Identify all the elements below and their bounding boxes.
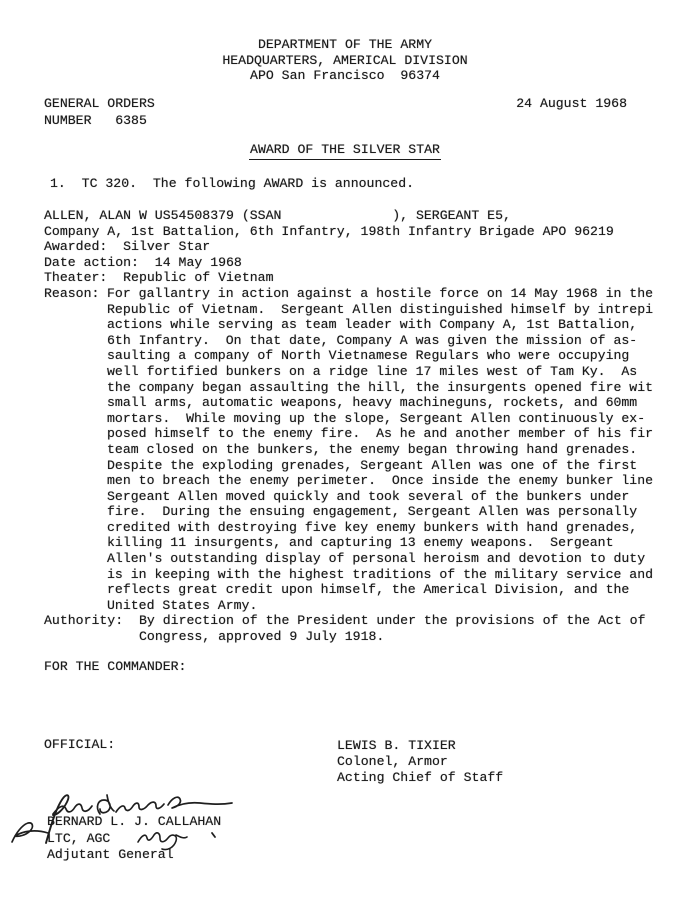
authority-line: By direction of the President under the provisions of the Act of <box>139 613 646 629</box>
reason-line: 6th Infantry. On that date, Company A was given the mission of as- <box>107 332 638 348</box>
reason-line: Sergeant Allen moved quickly and took several of the bunkers under <box>107 488 630 504</box>
recipient-line-1: ALLEN, ALAN W US54508379 (SSAN ), SERGEANT E5, <box>44 208 511 223</box>
signature-block-left <box>47 814 221 864</box>
field-date-action: Date action: 14 May 1968 <box>44 254 242 270</box>
announcement-line: 1. TC 320. The following AWARD is announced. <box>50 176 415 191</box>
reason-line: men to breach the enemy perimeter. Once inside the enemy bunker line <box>107 473 654 489</box>
for-the-commander-line: FOR THE COMMANDER: <box>44 659 187 674</box>
reason-line: mortars. While moving up the slope, Sergeant Allen continuously ex- <box>107 410 646 426</box>
signer-name: LEWIS B. TIXIER <box>337 738 456 753</box>
recipient-line-2: Company A, 1st Battalion, 6th Infantry, 198th Infantry Brigade APO 96219 <box>44 223 614 239</box>
field-authority <box>44 613 692 644</box>
order-date: 24 August 1968 <box>516 96 627 111</box>
reason-line: fire. During the ensuing engagement, Sergeant Allen was personally <box>107 504 638 520</box>
order-number: NUMBER 6385 <box>44 113 147 129</box>
reason-line: credited with destroying five key enemy bunkers with hand grenades, <box>107 519 638 535</box>
reason-line: For gallantry in action against a hostile force on 14 May 1968 in the <box>107 285 654 301</box>
reason-line: posed himself to the enemy fire. As he and another member of his fir <box>107 426 654 442</box>
signer-rank: Colonel, Armor <box>337 754 448 770</box>
official-label: OFFICIAL: <box>44 737 116 752</box>
document-title <box>0 142 690 160</box>
reason-line: small arms, automatic weapons, heavy machineguns, rockets, and 60mm <box>107 395 638 411</box>
reason-line: team closed on the bunkers, the enemy began throwing hand grenades. <box>107 441 638 457</box>
document-title-text: AWARD OF THE SILVER STAR <box>249 142 441 160</box>
letterhead-apo: APO San Francisco 96374 <box>250 68 440 84</box>
letterhead <box>0 37 690 84</box>
field-theater: Theater: Republic of Vietnam <box>44 270 274 286</box>
reason-line: United States Army. <box>107 597 258 613</box>
reason-line: the company began assaulting the hill, the insurgents opened fire wit <box>107 379 654 395</box>
reason-text <box>107 286 653 613</box>
signer-rank: LTC, AGC <box>47 830 111 846</box>
signer-title: Adjutant General <box>47 847 174 863</box>
field-reason <box>44 286 692 613</box>
letterhead-department: DEPARTMENT OF THE ARMY <box>257 37 433 52</box>
reason-line: actions while serving as team leader with Company A, 1st Battalion, <box>107 317 638 333</box>
orders-block <box>44 96 627 129</box>
reason-line: well fortified bunkers on a ridge line 17 miles west of Tam Ky. As <box>107 363 638 379</box>
reason-label: Reason: <box>44 285 100 301</box>
reason-line: is in keeping with the highest traditions of the military service and <box>107 566 654 582</box>
general-orders-label: GENERAL ORDERS <box>44 96 155 111</box>
field-awarded: Awarded: Silver Star <box>44 239 211 255</box>
signer-name: BERNARD L. J. CALLAHAN <box>47 814 222 829</box>
letterhead-headquarters: HEADQUARTERS, AMERICAL DIVISION <box>222 52 468 68</box>
signer-title: Acting Chief of Staff <box>337 770 504 786</box>
reason-line: Despite the exploding grenades, Sergeant Allen was one of the first <box>107 457 638 473</box>
reason-line: Allen's outstanding display of personal heroism and devotion to duty <box>107 551 646 567</box>
reason-line: killing 11 insurgents, and capturing 13 enemy weapons. Sergeant <box>107 535 614 551</box>
reason-line: Republic of Vietnam. Sergeant Allen distinguished himself by intrepi <box>107 301 654 317</box>
authority-text <box>139 613 645 644</box>
authority-line: Congress, approved 9 July 1918. <box>139 629 385 645</box>
award-body <box>44 208 692 645</box>
reason-line: reflects great credit upon himself, the Americal Division, and the <box>107 582 630 598</box>
reason-line: saulting a company of North Vietnamese Regulars who were occupying <box>107 348 630 364</box>
authority-label: Authority: <box>44 613 124 629</box>
signature-block-right <box>337 738 503 787</box>
